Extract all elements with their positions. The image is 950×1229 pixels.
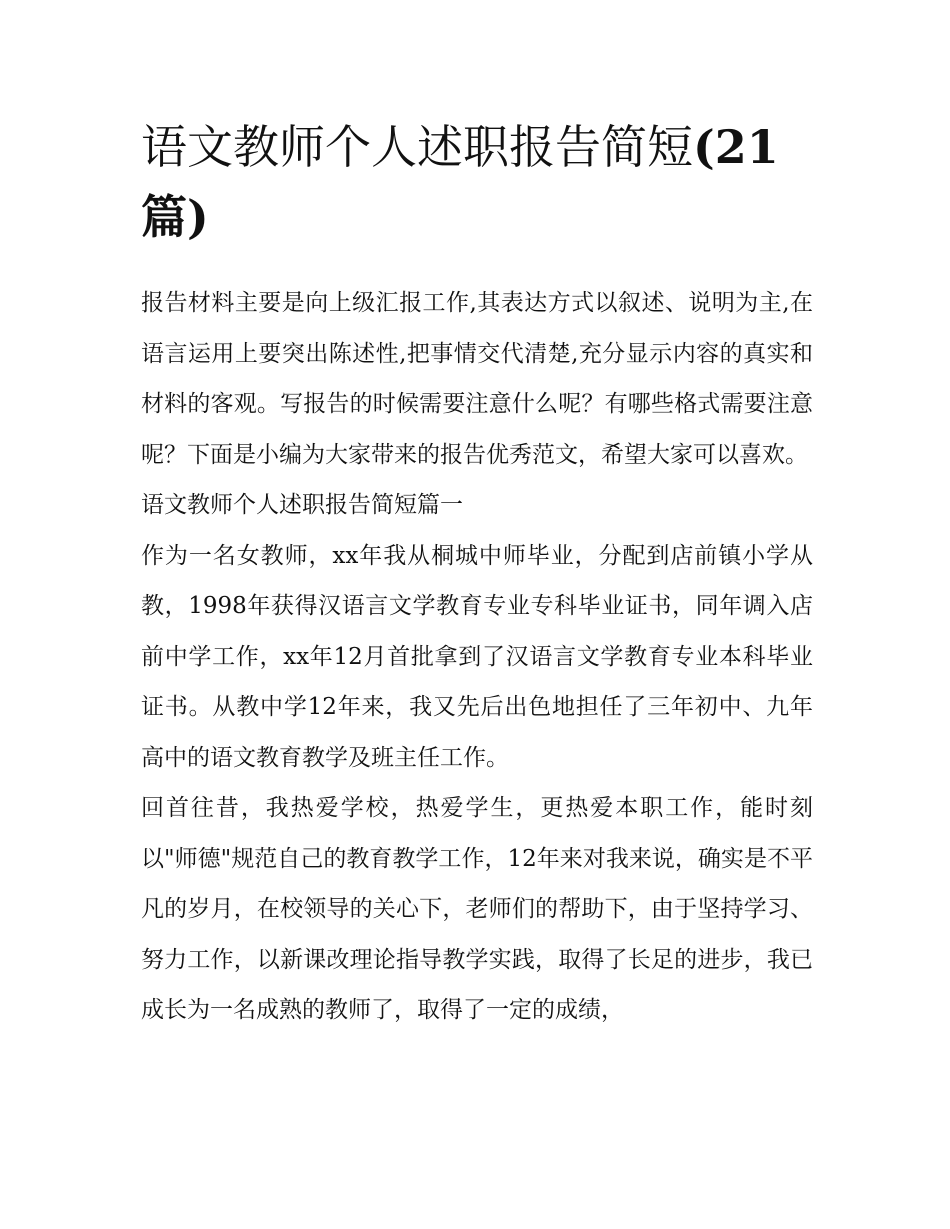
intro-paragraph: 报告材料主要是向上级汇报工作,其表达方式以叙述、说明为主,在语言运用上要突出陈述性,把事情交代清楚,充分显示内容的真实和材料的客观。写报告的时候需要注意什么呢？有哪些格式需要注意呢？下面是小编为大家带来的报告优秀范文，希望大家可以喜欢。: [141, 290, 813, 468]
body-paragraph-1: 作为一名女教师，xx年我从桐城中师毕业，分配到店前镇小学从教，1998年获得汉语言文学教育专业专科毕业证书，同年调入店前中学工作，xx年12月首批拿到了汉语言文学教育专业本科毕业证书。从教中学12年来，我又先后出色地担任了三年初中、九年高中的语文教育教学及班主任工作。: [141, 542, 813, 771]
document-title-main: 语文教师个人述职报告简短: [141, 120, 693, 174]
section-heading: 语文教师个人述职报告简短篇一: [141, 492, 463, 518]
body-paragraph-2: 回首往昔，我热爱学校，热爱学生，更热爱本职工作，能时刻以"师德"规范自己的教育教学工作，12年来对我来说，确实是不平凡的岁月，在校领导的关心下，老师们的帮助下，由于坚持学习、努力工作，以新课改理论指导教学实践，取得了长足的进步，我已成长为一名成熟的教师了，取得了一定的成绩，: [141, 795, 813, 1023]
document-title-suffix: (21篇): [141, 120, 779, 244]
document-title: [141, 112, 813, 252]
document-content: [141, 112, 813, 1036]
